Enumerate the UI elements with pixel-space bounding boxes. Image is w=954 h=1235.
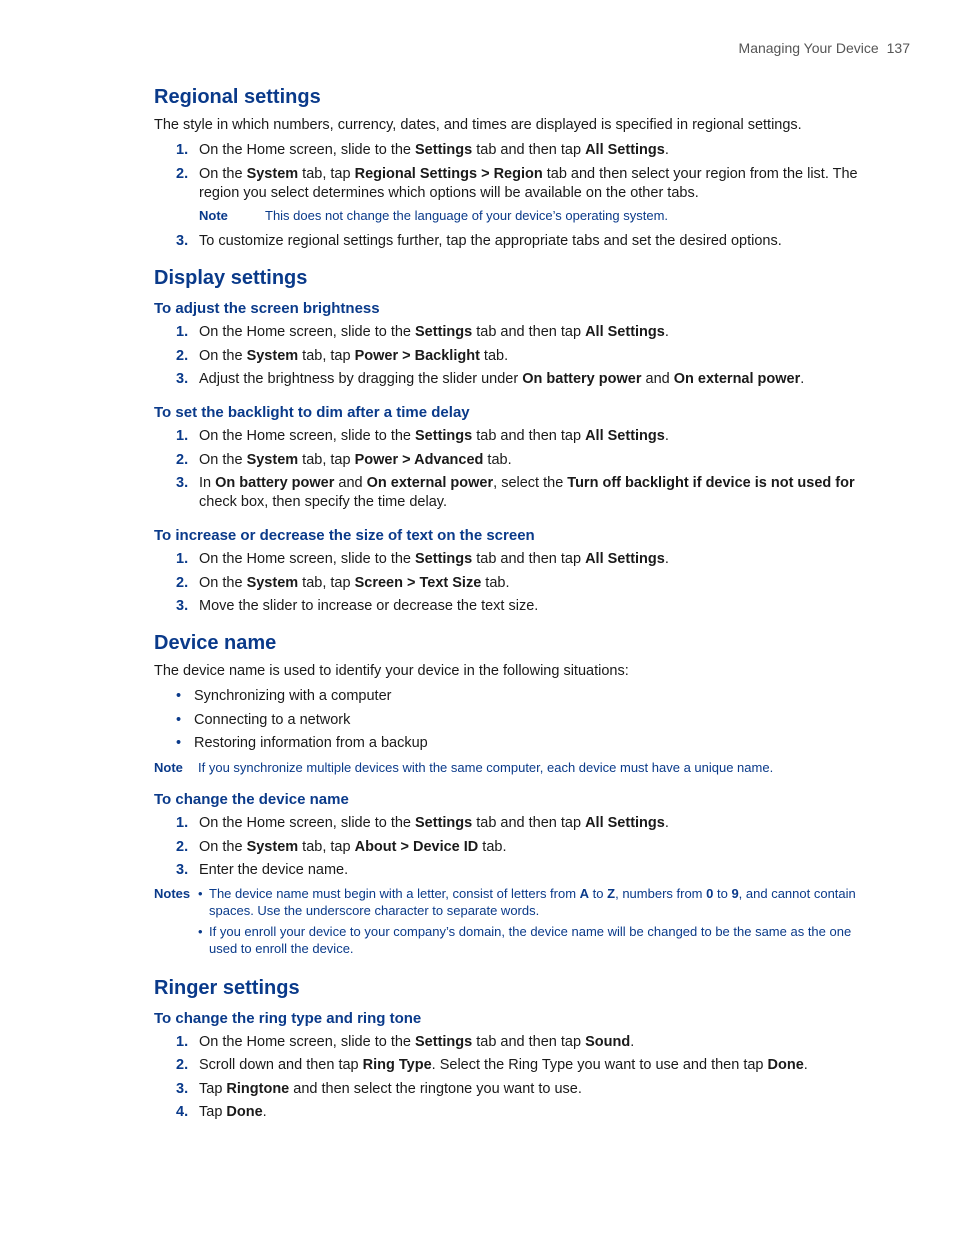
notes-list xyxy=(198,885,874,961)
note xyxy=(199,207,874,224)
step: 2. On the System tab, tap About > Device ID tab. xyxy=(176,838,507,855)
subsection-title: To set the backlight to dim after a time delay xyxy=(154,404,470,421)
section-title: Display settings xyxy=(154,267,308,289)
note-label: Note xyxy=(199,208,228,223)
brightness-subsection xyxy=(154,299,874,389)
notes xyxy=(154,885,874,961)
step: 4. Tap Done. xyxy=(176,1104,267,1120)
note-label: Note xyxy=(154,760,183,775)
step: 3. Adjust the brightness by dragging the slider under On battery power and On external power. xyxy=(176,371,805,387)
list-item: • Synchronizing with a computer xyxy=(176,688,392,704)
step: 2. On the System tab, tap Power > Advanced tab. xyxy=(176,451,512,468)
step: 1. On the Home screen, slide to the Settings tab and then tap All Settings. xyxy=(176,324,669,340)
list-item: • Restoring information from a backup xyxy=(176,735,428,751)
step: 3. Enter the device name. xyxy=(176,862,349,878)
step: 3. To customize regional settings further, tap the appropriate tabs and set the desired options. xyxy=(176,233,782,249)
ring-tone-subsection xyxy=(154,1009,874,1123)
steps-list xyxy=(154,550,874,616)
subsection-title: To adjust the screen brightness xyxy=(154,300,380,317)
section-intro: The style in which numbers, currency, dates, and times are displayed is specified in regional settings. xyxy=(154,117,802,133)
note-text: If you synchronize multiple devices with the same computer, each device must have a unique name. xyxy=(198,760,774,775)
steps-list xyxy=(154,427,874,512)
step: 2. On the System tab, tap Screen > Text Size tab. xyxy=(176,574,510,591)
note-item: • The device name must begin with a letter, consist of letters from A to Z, numbers from 0 to 9, and cannot contain spaces. Use the underscore character to separate words. xyxy=(198,885,856,918)
change-device-name-subsection xyxy=(154,790,874,880)
step: 2. On the System tab, tap Power > Backlight tab. xyxy=(176,347,509,364)
running-header-title: Managing Your Device xyxy=(738,40,879,56)
step: 1. On the Home screen, slide to the Settings tab and then tap All Settings. xyxy=(176,551,669,567)
notes-label: Notes xyxy=(154,885,191,901)
backlight-subsection xyxy=(154,403,874,512)
step: 1. On the Home screen, slide to the Settings tab and then tap All Settings. xyxy=(176,428,669,444)
note-item: • If you enroll your device to your company’s domain, the device name will be changed to be the same as the one used to enroll the device. xyxy=(198,923,852,956)
step: 1. On the Home screen, slide to the Settings tab and then tap All Settings. xyxy=(176,142,669,158)
page-number: 137 xyxy=(886,40,910,56)
step: 1. On the Home screen, slide to the Settings tab and then tap Sound. xyxy=(176,1033,635,1050)
note xyxy=(154,759,874,776)
note-text: This does not change the language of your device’s operating system. xyxy=(265,208,669,223)
steps-list xyxy=(154,814,874,880)
step: 2. Scroll down and then tap Ring Type. Select the Ring Type you want to use and then tap Done. xyxy=(176,1057,808,1073)
steps-list xyxy=(154,1033,874,1123)
steps-list xyxy=(154,232,874,251)
display-settings-section xyxy=(154,265,874,616)
subsection-title: To increase or decrease the size of text on the screen xyxy=(154,527,535,544)
bullet-list xyxy=(154,687,874,753)
subsection-title: To change the ring type and ring tone xyxy=(154,1009,422,1027)
ringer-settings-section xyxy=(154,975,874,1123)
step: 3. Tap Ringtone and then select the ringtone you want to use. xyxy=(176,1080,582,1097)
subsection-title: To change the device name xyxy=(154,791,349,808)
device-name-section xyxy=(154,630,874,961)
section-title: Ringer settings xyxy=(154,976,300,999)
regional-settings-section xyxy=(154,84,874,251)
list-item: • Connecting to a network xyxy=(176,711,351,728)
section-intro: The device name is used to identify your device in the following situations: xyxy=(154,663,629,679)
text-size-subsection xyxy=(154,526,874,616)
step: 2. On the System tab, tap Regional Settings > Region tab and then select your region from the list. The region you select determines which options will be available on the other tabs. xyxy=(176,165,858,201)
page-content xyxy=(154,84,874,1136)
steps-list xyxy=(154,141,874,203)
section-title: Regional settings xyxy=(154,86,321,108)
page-header xyxy=(739,40,910,56)
step: 1. On the Home screen, slide to the Settings tab and then tap All Settings. xyxy=(176,815,669,831)
step: 3. In On battery power and On external power, select the Turn off backlight if device is not used for check box, then specify the time delay. xyxy=(176,475,855,510)
section-title: Device name xyxy=(154,632,277,654)
step: 3. Move the slider to increase or decrease the text size. xyxy=(176,598,539,614)
steps-list xyxy=(154,323,874,389)
